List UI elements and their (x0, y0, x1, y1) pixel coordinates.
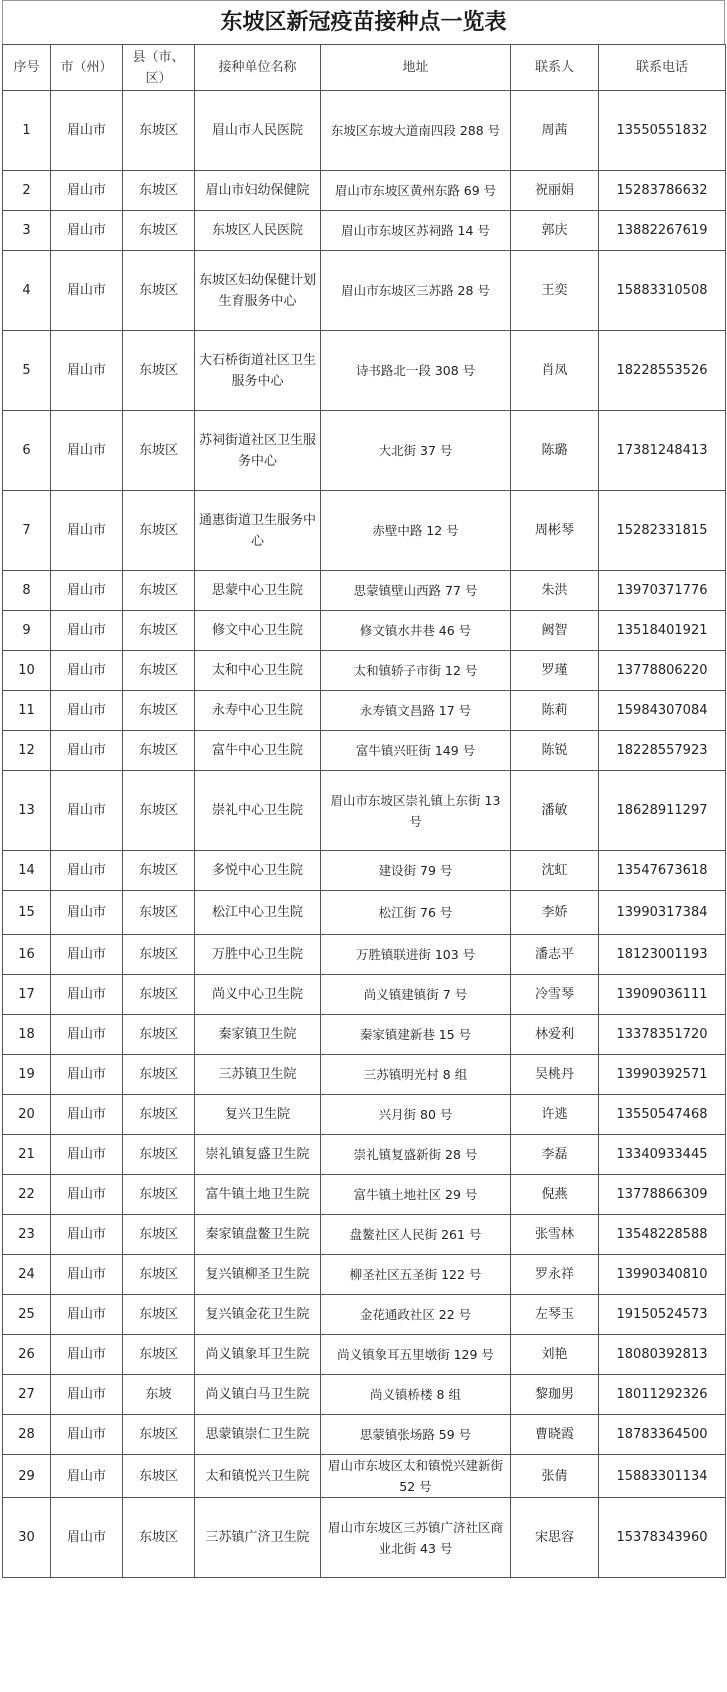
cell-city: 眉山市 (51, 1015, 123, 1055)
cell-unit-name: 复兴卫生院 (195, 1095, 321, 1135)
cell-city: 眉山市 (51, 731, 123, 771)
cell-phone: 17381248413 (599, 411, 726, 491)
cell-contact: 宋思容 (511, 1498, 599, 1578)
cell-index: 30 (3, 1498, 51, 1578)
cell-unit-name: 思蒙中心卫生院 (195, 571, 321, 611)
cell-county: 东坡区 (123, 1215, 195, 1255)
table-row (3, 975, 726, 1015)
table-header-row (3, 45, 726, 91)
cell-index: 22 (3, 1175, 51, 1215)
table-row (3, 1135, 726, 1175)
cell-address: 太和镇轿子市街 12 号 (321, 651, 511, 691)
cell-contact: 王奕 (511, 251, 599, 331)
header-contact: 联系人 (511, 45, 599, 91)
cell-contact: 曹晓霞 (511, 1415, 599, 1455)
table-row (3, 1455, 726, 1498)
header-county: 县（市、区） (123, 45, 195, 91)
cell-index: 24 (3, 1255, 51, 1295)
vaccination-sites-table (2, 44, 726, 1578)
cell-county: 东坡区 (123, 331, 195, 411)
cell-unit-name: 富牛镇土地卫生院 (195, 1175, 321, 1215)
cell-contact: 李娇 (511, 891, 599, 935)
cell-index: 15 (3, 891, 51, 935)
cell-address: 崇礼镇复盛新街 28 号 (321, 1135, 511, 1175)
cell-index: 17 (3, 975, 51, 1015)
cell-city: 眉山市 (51, 1375, 123, 1415)
cell-phone: 18011292326 (599, 1375, 726, 1415)
cell-county: 东坡区 (123, 731, 195, 771)
cell-phone: 13378351720 (599, 1015, 726, 1055)
cell-unit-name: 永寿中心卫生院 (195, 691, 321, 731)
cell-contact: 左琴玉 (511, 1295, 599, 1335)
cell-index: 25 (3, 1295, 51, 1335)
cell-index: 19 (3, 1055, 51, 1095)
cell-address: 秦家镇建新巷 15 号 (321, 1015, 511, 1055)
cell-unit-name: 太和中心卫生院 (195, 651, 321, 691)
cell-county: 东坡区 (123, 1415, 195, 1455)
table-row (3, 935, 726, 975)
cell-address: 东坡区东坡大道南四段 288 号 (321, 91, 511, 171)
cell-index: 16 (3, 935, 51, 975)
cell-contact: 阙智 (511, 611, 599, 651)
table-row (3, 691, 726, 731)
cell-contact: 潘志平 (511, 935, 599, 975)
cell-unit-name: 修文中心卫生院 (195, 611, 321, 651)
cell-contact: 张倩 (511, 1455, 599, 1498)
cell-county: 东坡区 (123, 891, 195, 935)
cell-city: 眉山市 (51, 1415, 123, 1455)
table-row (3, 1175, 726, 1215)
cell-county: 东坡区 (123, 1175, 195, 1215)
cell-phone: 13518401921 (599, 611, 726, 651)
header-city: 市（州） (51, 45, 123, 91)
cell-unit-name: 多悦中心卫生院 (195, 851, 321, 891)
cell-address: 松江街 76 号 (321, 891, 511, 935)
cell-city: 眉山市 (51, 935, 123, 975)
cell-city: 眉山市 (51, 491, 123, 571)
table-row (3, 251, 726, 331)
cell-index: 27 (3, 1375, 51, 1415)
cell-index: 14 (3, 851, 51, 891)
cell-address: 思蒙镇壁山西路 77 号 (321, 571, 511, 611)
table-row (3, 771, 726, 851)
cell-index: 26 (3, 1335, 51, 1375)
cell-city: 眉山市 (51, 411, 123, 491)
cell-city: 眉山市 (51, 1255, 123, 1295)
cell-county: 东坡区 (123, 771, 195, 851)
cell-address: 尚义镇象耳五里墩街 129 号 (321, 1335, 511, 1375)
table-row (3, 211, 726, 251)
cell-address: 诗书路北一段 308 号 (321, 331, 511, 411)
cell-city: 眉山市 (51, 251, 123, 331)
cell-city: 眉山市 (51, 171, 123, 211)
cell-contact: 倪燕 (511, 1175, 599, 1215)
cell-phone: 15883301134 (599, 1455, 726, 1498)
cell-contact: 郭庆 (511, 211, 599, 251)
cell-address: 眉山市东坡区苏祠路 14 号 (321, 211, 511, 251)
cell-county: 东坡区 (123, 251, 195, 331)
table-row (3, 1055, 726, 1095)
table-row (3, 491, 726, 571)
cell-phone: 19150524573 (599, 1295, 726, 1335)
cell-unit-name: 崇礼镇复盛卫生院 (195, 1135, 321, 1175)
cell-contact: 陈莉 (511, 691, 599, 731)
table-row (3, 331, 726, 411)
cell-contact: 罗瑾 (511, 651, 599, 691)
cell-unit-name: 眉山市人民医院 (195, 91, 321, 171)
cell-county: 东坡区 (123, 491, 195, 571)
cell-unit-name: 三苏镇广济卫生院 (195, 1498, 321, 1578)
cell-index: 3 (3, 211, 51, 251)
cell-city: 眉山市 (51, 651, 123, 691)
cell-contact: 朱洪 (511, 571, 599, 611)
cell-contact: 沈虹 (511, 851, 599, 891)
cell-address: 大北街 37 号 (321, 411, 511, 491)
cell-index: 4 (3, 251, 51, 331)
cell-phone: 13550551832 (599, 91, 726, 171)
cell-city: 眉山市 (51, 851, 123, 891)
cell-contact: 肖凤 (511, 331, 599, 411)
cell-contact: 陈锐 (511, 731, 599, 771)
cell-index: 18 (3, 1015, 51, 1055)
cell-phone: 13548228588 (599, 1215, 726, 1255)
cell-address: 万胜镇联进街 103 号 (321, 935, 511, 975)
table-row (3, 171, 726, 211)
cell-contact: 周茜 (511, 91, 599, 171)
cell-county: 东坡区 (123, 211, 195, 251)
table-row (3, 891, 726, 935)
table-row (3, 851, 726, 891)
cell-address: 柳圣社区五圣街 122 号 (321, 1255, 511, 1295)
cell-unit-name: 苏祠街道社区卫生服务中心 (195, 411, 321, 491)
cell-index: 20 (3, 1095, 51, 1135)
cell-county: 东坡区 (123, 935, 195, 975)
cell-county: 东坡区 (123, 1015, 195, 1055)
header-address: 地址 (321, 45, 511, 91)
cell-city: 眉山市 (51, 1455, 123, 1498)
cell-city: 眉山市 (51, 331, 123, 411)
cell-county: 东坡区 (123, 975, 195, 1015)
cell-index: 11 (3, 691, 51, 731)
cell-address: 尚义镇建镇街 7 号 (321, 975, 511, 1015)
table-row (3, 411, 726, 491)
cell-county: 东坡区 (123, 411, 195, 491)
cell-address: 眉山市东坡区黄州东路 69 号 (321, 171, 511, 211)
cell-address: 眉山市东坡区三苏镇广济社区商业北街 43 号 (321, 1498, 511, 1578)
table-row (3, 1335, 726, 1375)
cell-contact: 许逃 (511, 1095, 599, 1135)
cell-address: 建设街 79 号 (321, 851, 511, 891)
cell-unit-name: 大石桥街道社区卫生服务中心 (195, 331, 321, 411)
header-phone: 联系电话 (599, 45, 726, 91)
cell-county: 东坡区 (123, 1455, 195, 1498)
cell-address: 富牛镇兴旺街 149 号 (321, 731, 511, 771)
cell-contact: 周彬琴 (511, 491, 599, 571)
cell-address: 富牛镇土地社区 29 号 (321, 1175, 511, 1215)
cell-index: 28 (3, 1415, 51, 1455)
cell-county: 东坡区 (123, 1295, 195, 1335)
cell-unit-name: 富牛中心卫生院 (195, 731, 321, 771)
cell-city: 眉山市 (51, 691, 123, 731)
cell-address: 兴月街 80 号 (321, 1095, 511, 1135)
table-row (3, 1498, 726, 1578)
table-row (3, 1015, 726, 1055)
cell-phone: 18123001193 (599, 935, 726, 975)
cell-index: 21 (3, 1135, 51, 1175)
cell-unit-name: 万胜中心卫生院 (195, 935, 321, 975)
cell-unit-name: 太和镇悦兴卫生院 (195, 1455, 321, 1498)
cell-address: 修文镇水井巷 46 号 (321, 611, 511, 651)
cell-contact: 罗永祥 (511, 1255, 599, 1295)
cell-city: 眉山市 (51, 1215, 123, 1255)
cell-county: 东坡区 (123, 691, 195, 731)
cell-phone: 13990392571 (599, 1055, 726, 1095)
cell-phone: 13990340810 (599, 1255, 726, 1295)
cell-address: 赤壁中路 12 号 (321, 491, 511, 571)
cell-contact: 李磊 (511, 1135, 599, 1175)
cell-address: 尚义镇桥楼 8 组 (321, 1375, 511, 1415)
cell-index: 9 (3, 611, 51, 651)
cell-phone: 13778866309 (599, 1175, 726, 1215)
table-row (3, 1255, 726, 1295)
cell-contact: 黎珈男 (511, 1375, 599, 1415)
cell-city: 眉山市 (51, 1095, 123, 1135)
cell-unit-name: 崇礼中心卫生院 (195, 771, 321, 851)
cell-county: 东坡区 (123, 1498, 195, 1578)
cell-index: 29 (3, 1455, 51, 1498)
cell-county: 东坡区 (123, 1255, 195, 1295)
cell-city: 眉山市 (51, 1135, 123, 1175)
cell-county: 东坡区 (123, 571, 195, 611)
table-row (3, 651, 726, 691)
cell-address: 三苏镇明光村 8 组 (321, 1055, 511, 1095)
cell-city: 眉山市 (51, 611, 123, 651)
cell-index: 5 (3, 331, 51, 411)
cell-address: 永寿镇文昌路 17 号 (321, 691, 511, 731)
cell-phone: 18783364500 (599, 1415, 726, 1455)
cell-phone: 13340933445 (599, 1135, 726, 1175)
cell-unit-name: 尚义镇象耳卫生院 (195, 1335, 321, 1375)
table-row (3, 91, 726, 171)
cell-county: 东坡区 (123, 1095, 195, 1135)
cell-phone: 15283786632 (599, 171, 726, 211)
cell-contact: 潘敏 (511, 771, 599, 851)
cell-phone: 15282331815 (599, 491, 726, 571)
cell-address: 金花通政社区 22 号 (321, 1295, 511, 1335)
cell-city: 眉山市 (51, 1055, 123, 1095)
cell-contact: 张雪林 (511, 1215, 599, 1255)
cell-index: 6 (3, 411, 51, 491)
cell-county: 东坡区 (123, 651, 195, 691)
cell-phone: 18228553526 (599, 331, 726, 411)
cell-index: 2 (3, 171, 51, 211)
page-title: 东坡区新冠疫苗接种点一览表 (2, 0, 725, 44)
cell-county: 东坡区 (123, 91, 195, 171)
table-row (3, 1295, 726, 1335)
cell-city: 眉山市 (51, 571, 123, 611)
cell-contact: 刘艳 (511, 1335, 599, 1375)
cell-unit-name: 复兴镇柳圣卫生院 (195, 1255, 321, 1295)
cell-phone: 13909036111 (599, 975, 726, 1015)
cell-city: 眉山市 (51, 1175, 123, 1215)
table-row (3, 1215, 726, 1255)
cell-address: 思蒙镇张场路 59 号 (321, 1415, 511, 1455)
cell-phone: 15984307084 (599, 691, 726, 731)
cell-contact: 吴桃丹 (511, 1055, 599, 1095)
table-row (3, 571, 726, 611)
cell-county: 东坡区 (123, 1335, 195, 1375)
cell-unit-name: 松江中心卫生院 (195, 891, 321, 935)
cell-phone: 13547673618 (599, 851, 726, 891)
cell-phone: 13882267619 (599, 211, 726, 251)
cell-city: 眉山市 (51, 771, 123, 851)
cell-city: 眉山市 (51, 1498, 123, 1578)
cell-unit-name: 眉山市妇幼保健院 (195, 171, 321, 211)
cell-unit-name: 通惠街道卫生服务中心 (195, 491, 321, 571)
cell-county: 东坡区 (123, 171, 195, 211)
cell-index: 1 (3, 91, 51, 171)
cell-phone: 18228557923 (599, 731, 726, 771)
table-row (3, 1095, 726, 1135)
cell-county: 东坡区 (123, 611, 195, 651)
table-row (3, 1375, 726, 1415)
table-row (3, 1415, 726, 1455)
cell-phone: 13970371776 (599, 571, 726, 611)
cell-index: 8 (3, 571, 51, 611)
cell-county: 东坡区 (123, 1135, 195, 1175)
cell-phone: 15883310508 (599, 251, 726, 331)
cell-unit-name: 秦家镇卫生院 (195, 1015, 321, 1055)
cell-county: 东坡区 (123, 1055, 195, 1095)
cell-index: 10 (3, 651, 51, 691)
cell-unit-name: 尚义镇白马卫生院 (195, 1375, 321, 1415)
cell-city: 眉山市 (51, 1335, 123, 1375)
cell-address: 眉山市东坡区三苏路 28 号 (321, 251, 511, 331)
cell-city: 眉山市 (51, 891, 123, 935)
cell-unit-name: 东坡区人民医院 (195, 211, 321, 251)
cell-index: 23 (3, 1215, 51, 1255)
cell-phone: 13550547468 (599, 1095, 726, 1135)
cell-address: 眉山市东坡区太和镇悦兴建新街 52 号 (321, 1455, 511, 1498)
cell-phone: 18628911297 (599, 771, 726, 851)
table-row (3, 611, 726, 651)
cell-phone: 13778806220 (599, 651, 726, 691)
cell-unit-name: 秦家镇盘鳌卫生院 (195, 1215, 321, 1255)
cell-unit-name: 复兴镇金花卫生院 (195, 1295, 321, 1335)
cell-unit-name: 思蒙镇崇仁卫生院 (195, 1415, 321, 1455)
table-row (3, 731, 726, 771)
cell-unit-name: 尚义中心卫生院 (195, 975, 321, 1015)
cell-index: 12 (3, 731, 51, 771)
cell-phone: 15378343960 (599, 1498, 726, 1578)
cell-address: 眉山市东坡区崇礼镇上东街 13 号 (321, 771, 511, 851)
cell-unit-name: 三苏镇卫生院 (195, 1055, 321, 1095)
cell-phone: 13990317384 (599, 891, 726, 935)
cell-contact: 林爱利 (511, 1015, 599, 1055)
cell-index: 7 (3, 491, 51, 571)
cell-city: 眉山市 (51, 211, 123, 251)
cell-contact: 陈璐 (511, 411, 599, 491)
cell-county: 东坡区 (123, 851, 195, 891)
cell-contact: 祝丽娟 (511, 171, 599, 211)
header-unit-name: 接种单位名称 (195, 45, 321, 91)
cell-city: 眉山市 (51, 975, 123, 1015)
cell-unit-name: 东坡区妇幼保健计划生育服务中心 (195, 251, 321, 331)
cell-county: 东坡 (123, 1375, 195, 1415)
cell-phone: 18080392813 (599, 1335, 726, 1375)
cell-index: 13 (3, 771, 51, 851)
cell-city: 眉山市 (51, 1295, 123, 1335)
cell-contact: 冷雪琴 (511, 975, 599, 1015)
cell-city: 眉山市 (51, 91, 123, 171)
cell-address: 盘鳌社区人民街 261 号 (321, 1215, 511, 1255)
header-index: 序号 (3, 45, 51, 91)
